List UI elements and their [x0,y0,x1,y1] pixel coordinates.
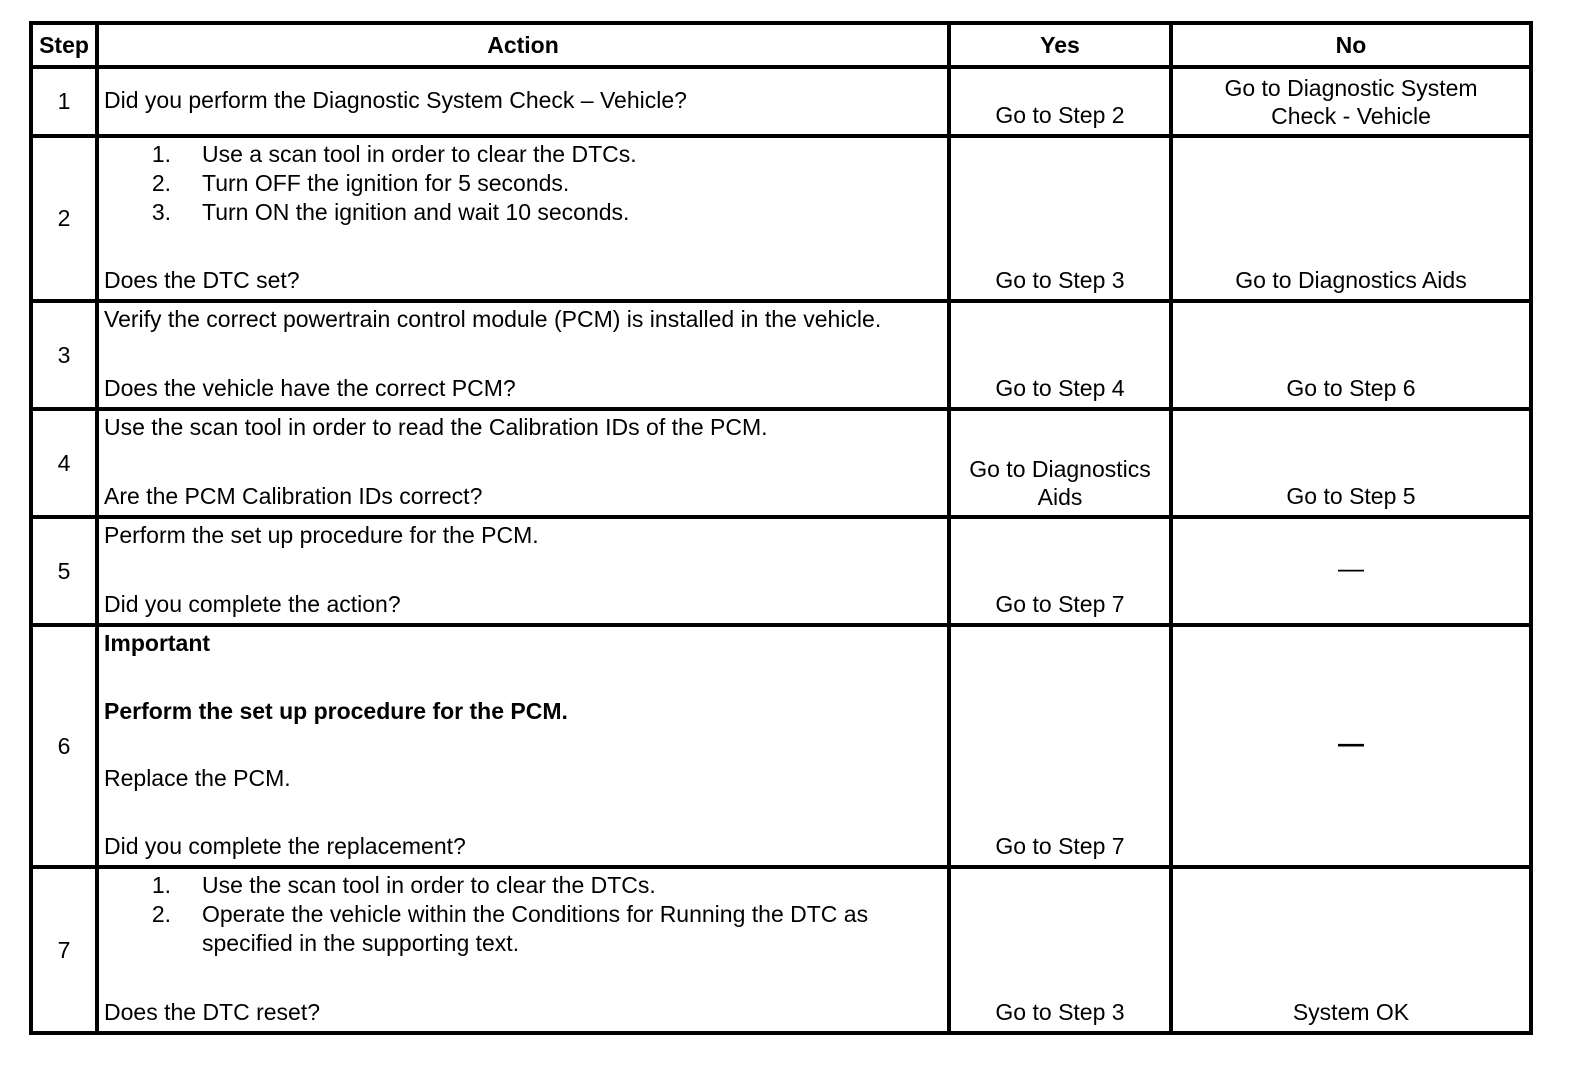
empty-dash: — [1338,553,1364,583]
action-instruction: Verify the correct powertrain control module (PCM) is installed in the vehicle. [104,306,882,332]
empty-dash: — [1338,728,1364,758]
table-row [31,517,1531,625]
yes-cell: Go to Diagnostics Aids [949,409,1171,517]
action-steps-list [104,871,942,958]
action-cell [97,67,949,136]
step-number: 3 [31,301,97,409]
action-question: Does the DTC set? [104,267,300,293]
action-question: Are the PCM Calibration IDs correct? [104,483,483,509]
no-cell [1171,517,1531,625]
important-text: Perform the set up procedure for the PCM. [104,697,568,724]
no-cell [1171,625,1531,867]
table-row [31,409,1531,517]
header-step: Step [31,23,97,67]
action-cell [97,625,949,867]
list-item: 2. Turn OFF the ignition for 5 seconds. [151,170,570,196]
step-number: 2 [31,136,97,301]
action-instruction: Perform the set up procedure for the PCM. [104,522,539,548]
important-label: Important [104,630,211,656]
yes-cell: Go to Step 7 [949,517,1171,625]
step-number: 6 [31,625,97,867]
action-cell [97,517,949,625]
yes-cell: Go to Step 3 [949,867,1171,1033]
step-number: 7 [31,867,97,1033]
list-item: 2. Operate the vehicle within the Conditions for Running the DTC as specified in the supporting text. [151,901,869,956]
list-item: 1. Use a scan tool in order to clear the DTCs. [151,141,637,167]
table-row [31,301,1531,409]
action-cell [97,136,949,301]
step-number: 5 [31,517,97,625]
yes-cell: Go to Step 3 [949,136,1171,301]
action-cell [97,867,949,1033]
no-cell: Go to Diagnostic System Check - Vehicle [1171,67,1531,136]
action-cell [97,409,949,517]
list-item: 1. Use the scan tool in order to clear the DTCs. [151,872,656,898]
header-action: Action [97,23,949,67]
action-instruction: Replace the PCM. [104,765,291,792]
action-question: Does the vehicle have the correct PCM? [104,375,516,401]
action-question: Did you complete the replacement? [104,832,466,859]
table-row [31,67,1531,136]
table-row [31,136,1531,301]
table-row [31,867,1531,1033]
action-cell [97,301,949,409]
yes-cell: Go to Step 7 [949,625,1171,867]
table-header-row [31,23,1531,67]
table-row [31,625,1531,867]
step-number: 1 [31,67,97,136]
no-cell: Go to Step 6 [1171,301,1531,409]
no-cell: Go to Step 5 [1171,409,1531,517]
yes-cell: Go to Step 2 [949,67,1171,136]
no-cell: Go to Diagnostics Aids [1171,136,1531,301]
action-text: Did you perform the Diagnostic System Check – Vehicle? [104,87,687,113]
header-yes: Yes [949,23,1171,67]
action-instruction: Use the scan tool in order to read the Calibration IDs of the PCM. [104,414,768,440]
list-item: 3. Turn ON the ignition and wait 10 seconds. [151,199,630,225]
action-question: Does the DTC reset? [104,999,321,1025]
action-question: Did you complete the action? [104,591,401,617]
action-steps-list [104,140,942,227]
no-cell: System OK [1171,867,1531,1033]
header-no: No [1171,23,1531,67]
yes-cell: Go to Step 4 [949,301,1171,409]
diagnostic-table [29,21,1533,1035]
step-number: 4 [31,409,97,517]
